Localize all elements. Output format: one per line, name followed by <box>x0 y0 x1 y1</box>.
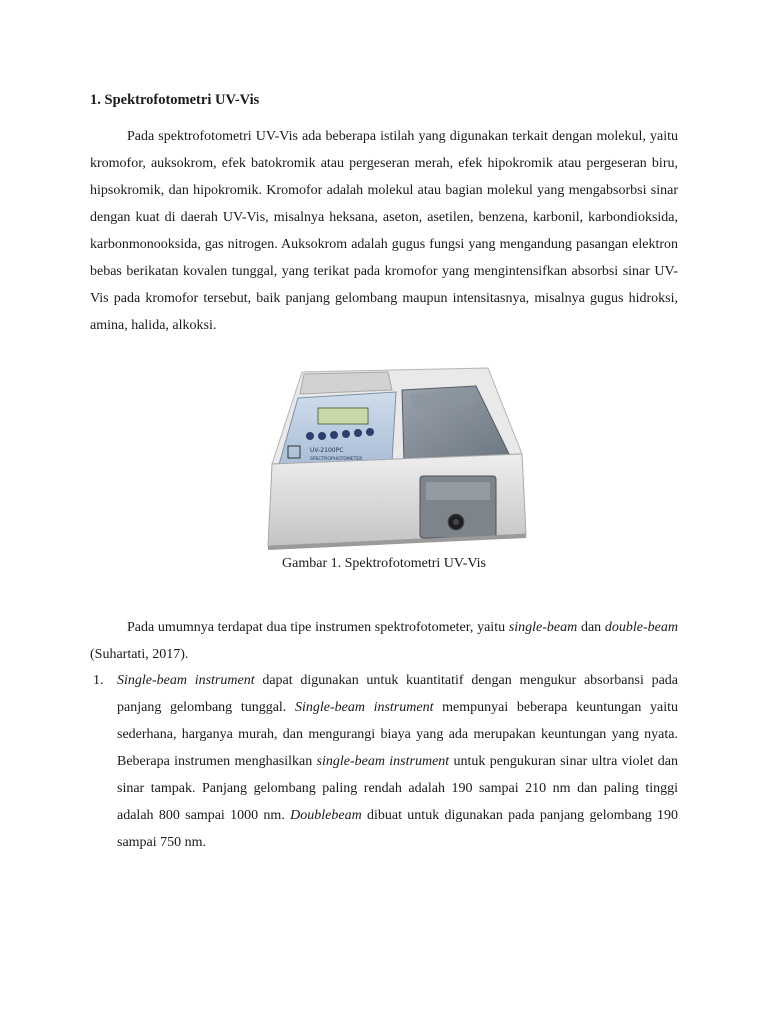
list-item <box>90 667 678 856</box>
list-text-b: mempunyai beberapa keuntungan yaitu sederhana, harganya murah, dan mengurangi biaya yang ada merupakan keuntungan yang nyata. Beberapa instrumen menghasilkan <box>117 700 678 769</box>
list-text-a: dapat digunakan untuk kuantitatif dengan mengukur absorbansi pada panjang gelombang tunggal. <box>117 673 679 715</box>
p2-em-single-beam: single-beam <box>508 620 578 635</box>
list-item-number: 1. <box>93 673 104 688</box>
paragraph-instrument-types <box>90 614 678 668</box>
figure-caption: Gambar 1. Spektrofotometri UV-Vis <box>282 556 486 571</box>
device-brand-label: SPECTROPHOTOMETER <box>310 457 363 462</box>
list-em-a: Single-beam instrument <box>117 673 255 688</box>
list-em-c: single-beam instrument <box>316 754 450 769</box>
p2-text-b: dan <box>577 620 605 635</box>
instrument-list <box>90 667 678 856</box>
p2-em-double-beam: double-beam <box>604 620 678 635</box>
spectrophotometer-image <box>260 364 536 550</box>
p2-text-a: Pada umumnya terdapat dua tipe instrumen spektrofotometer, yaitu <box>127 620 509 635</box>
list-em-b: Single-beam instrument <box>294 700 434 715</box>
paragraph-intro-text: Pada spektrofotometri UV-Vis ada beberapa istilah yang digunakan terkait dengan molekul, yaitu kromofor, auksokrom, efek batokromik atau pergeseran merah, efek hipokromik atau pergeseran biru, hipsokromik, dan hipokromik. Kromofor adalah molekul atau bagian molekul yang mengabsorbsi sinar dengan kuat di daerah UV-Vis, misalnya heksana, aseton, asetilen, benzena, karbonil, karbondioksida, karbonmonooksida, gas nitrogen. Auksokrom adalah gugus fungsi yang mengandung pasangan elektron bebas berikatan kovalen tunggal, yang terikat pada kromofor yang mengintensifkan absorbsi sinar UV-Vis pada kromofor tersebut, baik panjang gelombang maupun intensitasnya, misalnya gugus hidroksi, amina, halida, alkoksi. <box>90 129 678 333</box>
paragraph-intro <box>90 123 678 339</box>
device-model-label: UV-2100PC <box>310 447 344 454</box>
list-text-d: dibuat untuk digunakan pada panjang gelombang 190 sampai 750 nm. <box>117 808 679 850</box>
list-em-d: Doublebeam <box>290 808 362 823</box>
list-text-c: untuk pengukuran sinar ultra violet dan sinar tampak. Panjang gelombang paling rendah adalah 190 sampai 210 nm dan paling tinggi adalah 800 sampai 1000 nm. <box>117 754 678 823</box>
spectrophotometer-illustration <box>260 364 536 550</box>
p2-text-c: (Suhartati, 2017). <box>90 647 189 662</box>
section-heading: 1. Spektrofotometri UV-Vis <box>90 92 260 108</box>
